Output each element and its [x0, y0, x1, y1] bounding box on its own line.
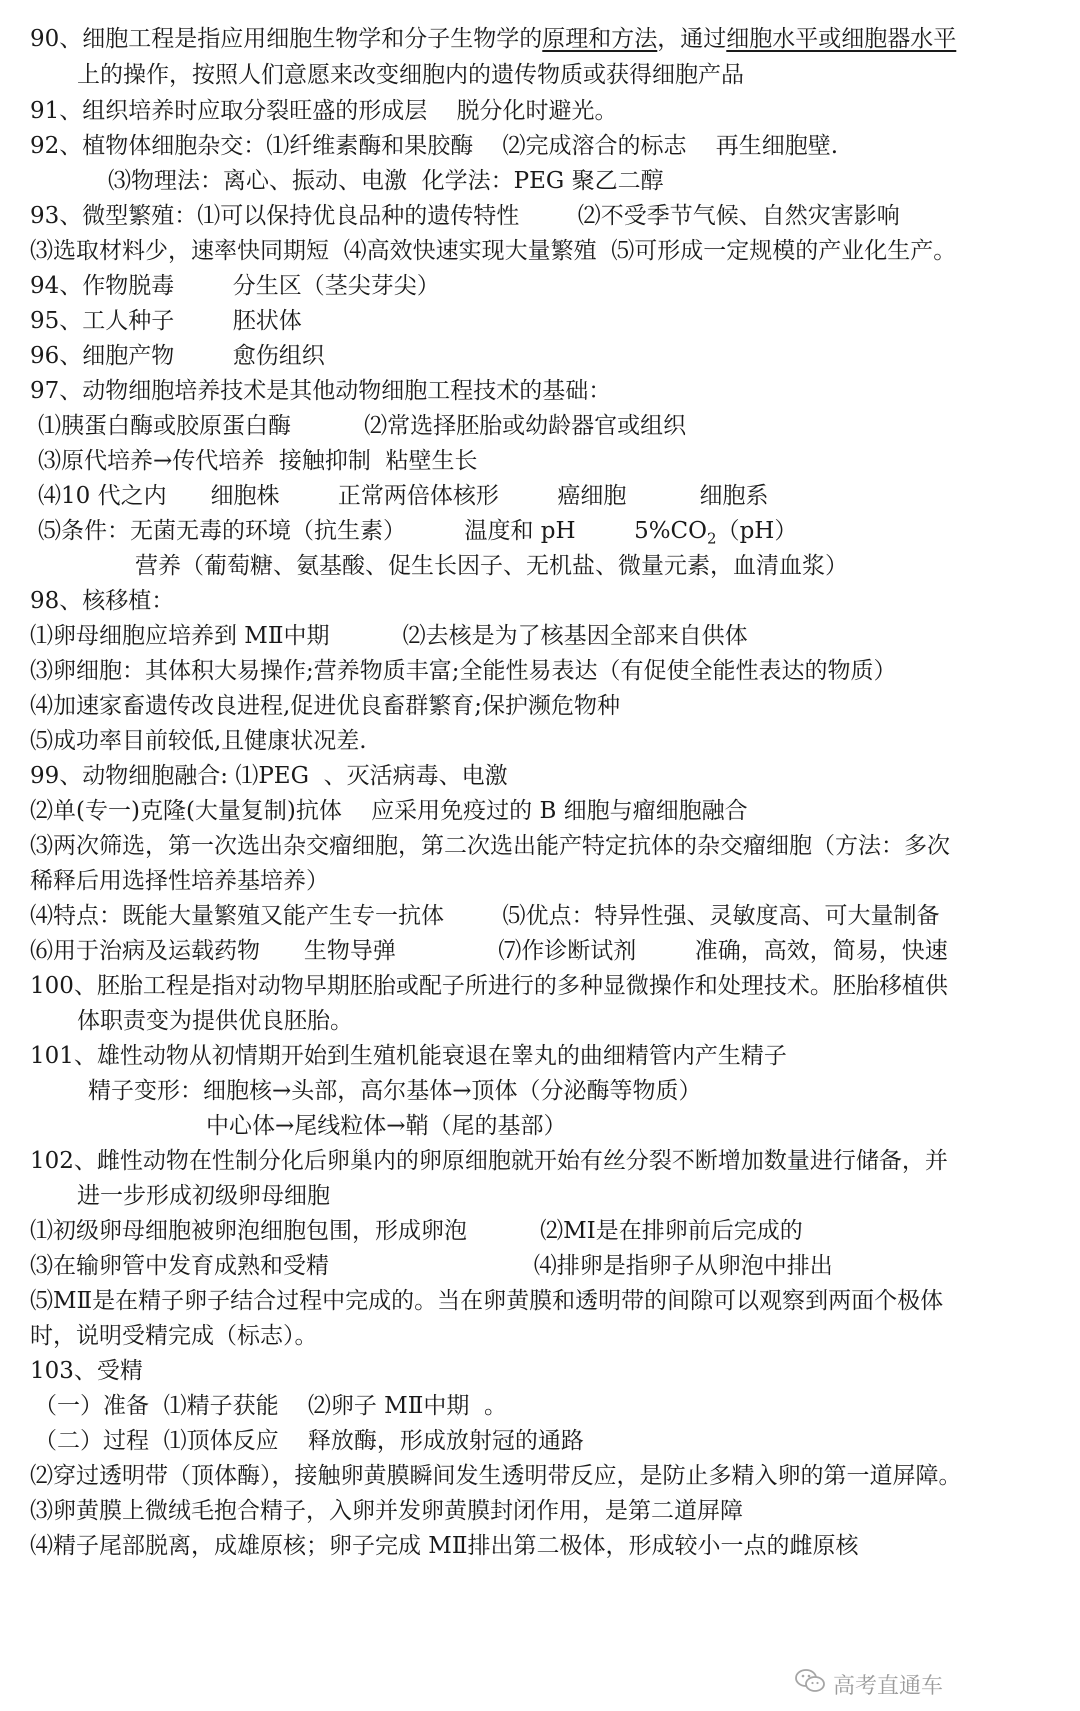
item-98-line5: ⑸成功率目前较低,且健康状况差.: [30, 728, 367, 754]
wechat-icon: [795, 1668, 825, 1707]
item-102-line6: 时，说明受精完成（标志）。: [30, 1323, 318, 1349]
item-98-line3: ⑶卵细胞：其体积大易操作;营养物质丰富;全能性易表达（有促使全能性表达的物质）: [30, 658, 897, 684]
item-102-line5: ⑸MⅡ是在精子卵子结合过程中完成的。当在卵黄膜和透明带的间隙可以观察到两面个极体: [30, 1288, 944, 1314]
item-103-line6: ⑷精子尾部脱离，成雄原核；卵子完成 MⅡ排出第二极体，形成较小一点的雌原核: [30, 1533, 859, 1559]
item-99-line5: ⑷特点：既能大量繁殖又能产生专一抗体 ⑸优点：特异性强、灵敏度高、可大量制备: [30, 903, 940, 929]
item-90-underline-level: 细胞水平或细胞器水平: [726, 26, 957, 52]
item-101-line1: 101、雄性动物从初情期开始到生殖机能衰退在睾丸的曲细精管内产生精子: [30, 1043, 787, 1069]
watermark: [795, 1668, 943, 1706]
item-103-line1: 103、受精: [30, 1358, 143, 1384]
item-103-line4: ⑵穿过透明带（顶体酶），接触卵黄膜瞬间发生透明带反应，是防止多精入卵的第一道屏障。: [30, 1463, 962, 1489]
item-97-line4: ⑷10 代之内 细胞株 正常两倍体核形 癌细胞 细胞系: [38, 483, 769, 509]
item-98-line4: ⑷加速家畜遗传改良进程,促进优良畜群繁育;保护濒危物种: [30, 693, 621, 719]
item-95: 95、工人种子 胚状体: [30, 308, 302, 334]
item-92-line2: ⑶物理法：离心、振动、电激 化学法：PEG 聚乙二醇: [108, 168, 664, 194]
item-92-line1: 92、植物体细胞杂交：⑴纤维素酶和果胶酶 ⑵完成溶合的标志 再生细胞壁.: [30, 133, 839, 159]
item-93-line1: 93、微型繁殖：⑴可以保持优良品种的遗传特性 ⑵不受季节气候、自然灾害影响: [30, 203, 900, 229]
item-90-line1: [30, 20, 956, 58]
item-102-line3: ⑴初级卵母细胞被卵泡细胞包围，形成卵泡 ⑵MⅠ是在排卵前后完成的: [30, 1218, 803, 1244]
item-93-line2: ⑶选取材料少，速率快同期短 ⑷高效快速实现大量繁殖 ⑸可形成一定规模的产业化生产。: [30, 238, 957, 264]
item-97-line5-text: ⑸条件：无菌无毒的环境（抗生素） 温度和 pH 5%CO: [38, 518, 708, 544]
item-90-line2: 上的操作，按照人们意愿来改变细胞内的遗传物质或获得细胞产品: [77, 62, 744, 88]
item-91: 91、组织培养时应取分裂旺盛的形成层 脱分化时避光。: [30, 98, 618, 124]
item-96: 96、细胞产物 愈伤组织: [30, 343, 325, 369]
item-98-line2: ⑴卵母细胞应培养到 MⅡ中期 ⑵去核是为了核基因全部来自供体: [30, 623, 748, 649]
item-90-text-b: ，通过: [657, 26, 727, 52]
item-99-line6: ⑹用于治病及运载药物 生物导弹 ⑺作诊断试剂 准确，高效，简易，快速: [30, 938, 948, 964]
item-102-line4: ⑶在输卵管中发育成熟和受精 ⑷排卵是指卵子从卵泡中排出: [30, 1253, 833, 1279]
item-99-line3: ⑶两次筛选，第一次选出杂交瘤细胞，第二次选出能产特定抗体的杂交瘤细胞（方法：多次: [30, 833, 950, 859]
item-103-line2: （一）准备 ⑴精子获能 ⑵卵子 MⅡ中期 。: [34, 1393, 507, 1419]
item-102-line1: 102、雌性动物在性制分化后卵巢内的卵原细胞就开始有丝分裂不断增加数量进行储备，并: [30, 1148, 948, 1174]
item-94: 94、作物脱毒 分生区（茎尖芽尖）: [30, 273, 440, 299]
watermark-text: 高考直通车: [833, 1674, 944, 1699]
item-100-line2: 体职责变为提供优良胚胎。: [77, 1008, 353, 1034]
item-98-line1: 98、核移植：: [30, 588, 175, 614]
item-97-line3: ⑶原代培养→传代培养 接触抑制 粘壁生长: [38, 448, 478, 474]
item-99-line4: 稀释后用选择性培养基培养）: [30, 868, 329, 894]
item-97-line6: 营养（葡萄糖、氨基酸、促生长因子、无机盐、微量元素，血清血浆）: [135, 553, 848, 579]
item-90-underline-principle: 原理和方法: [542, 26, 658, 52]
item-103-line5: ⑶卵黄膜上微绒毛抱合精子，入卵并发卵黄膜封闭作用，是第二道屏障: [30, 1498, 743, 1524]
item-100-line1: 100、胚胎工程是指对动物早期胚胎或配子所进行的多种显微操作和处理技术。胚胎移植供: [30, 973, 948, 999]
item-99-line1: 99、动物细胞融合: ⑴PEG 、灭活病毒、电激: [30, 763, 508, 789]
item-97-line5-ph: （pH）: [716, 518, 798, 544]
item-102-line2: 进一步形成初级卵母细胞: [77, 1183, 330, 1209]
item-101-line2: 精子变形：细胞核→头部，高尔基体→顶体（分泌酶等物质）: [88, 1078, 702, 1104]
item-90-text-a: 90、细胞工程是指应用细胞生物学和分子生物学的: [30, 26, 543, 52]
co2-subscript: 2: [707, 529, 717, 548]
item-101-line3: 中心体→尾线粒体→鞘（尾的基部）: [206, 1113, 567, 1139]
item-103-line3: （二）过程 ⑴顶体反应 释放酶，形成放射冠的通路: [34, 1428, 584, 1454]
item-97-line2: ⑴胰蛋白酶或胶原蛋白酶 ⑵常选择胚胎或幼龄器官或组织: [38, 413, 687, 439]
item-99-line2: ⑵单(专一)克隆(大量复制)抗体 应采用免疫过的 B 细胞与瘤细胞融合: [30, 798, 748, 824]
item-97-line1: 97、动物细胞培养技术是其他动物细胞工程技术的基础：: [30, 378, 612, 404]
